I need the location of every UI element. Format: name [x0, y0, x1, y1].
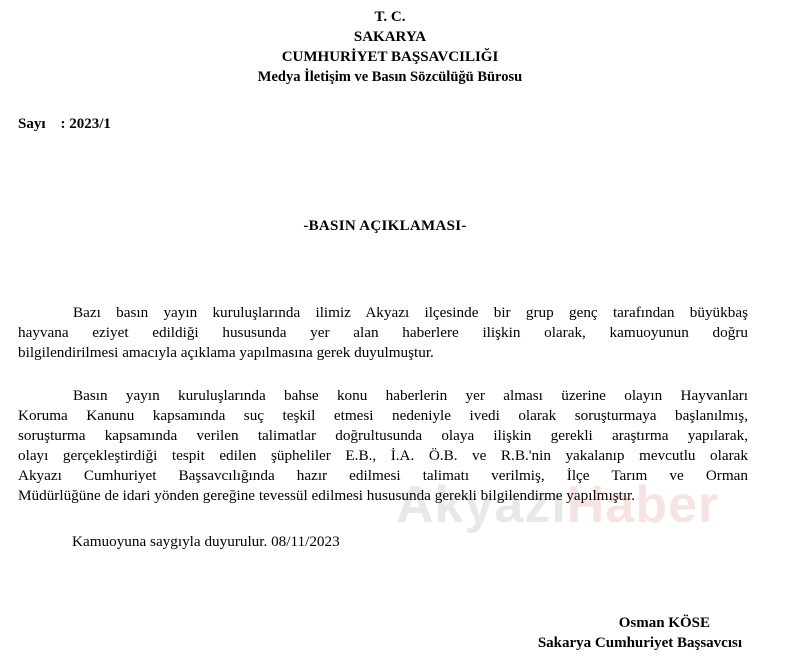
header-province: SAKARYA — [353, 29, 427, 45]
paragraph-2-line: Basın yayın kuruluşlarında bahse konu haberlerin yer alması üzerine olayın Hayvanları — [73, 387, 748, 404]
signatory-name: Osman KÖSE — [618, 615, 710, 631]
watermark-part-2: Haber — [566, 476, 720, 534]
reference-number — [18, 116, 111, 133]
header-bureau: Medya İletişim ve Basın Sözcülüğü Bürosu — [257, 69, 523, 85]
header-tc: T. C. — [374, 9, 406, 25]
paragraph-1 — [18, 303, 748, 363]
paragraph-2 — [18, 386, 748, 506]
header-office: CUMHURİYET BAŞSAVCILIĞI — [281, 49, 499, 65]
paragraph-2-line: Koruma Kanunu kapsamında suç teşkil etmesi nedeniyle ivedi olarak soruşturmaya başlanılmış, — [18, 407, 748, 424]
paragraph-2-line: soruşturma kapsamında verilen talimatlar doğrultusunda olaya ilişkin gerekli araştırma yapılarak, — [18, 427, 748, 444]
document-title: -BASIN AÇIKLAMASI- — [303, 218, 467, 234]
reference-value: : 2023/1 — [60, 116, 111, 132]
watermark-part-1: Akyazı — [396, 476, 567, 534]
closing-statement: Kamuoyuna saygıyla duyurulur. 08/11/2023 — [72, 533, 340, 550]
paragraph-1-line: bilgilendirilmesi amacıyla açıklama yapılmasına gerek duyulmuştur. — [18, 344, 434, 361]
signatory-title: Sakarya Cumhuriyet Başsavcısı — [537, 635, 742, 651]
paragraph-1-line: hayvana eziyet edildiği hususunda yer alan haberlere ilişkin olarak, kamuoyunun doğru — [18, 324, 748, 341]
paragraph-2-line: olayı gerçekleştirdiği tespit edilen şüpheliler E.B., İ.A. Ö.B. ve R.B.'nin yakalanıp mevcutlu olarak — [18, 447, 748, 464]
paragraph-2-line: Müdürlüğüne de idari yönden gereğine tevessül edilmesi hususunda gerekli bilgilendirme yapılmıştır. — [18, 487, 636, 504]
reference-label: Sayı — [18, 116, 46, 132]
paragraph-2-line: Akyazı Cumhuriyet Başsavcılığında hazır edilmesi talimatı verilmiş, İlçe Tarım ve Orman — [18, 467, 748, 484]
paragraph-1-line: Bazı basın yayın kuruluşlarında ilimiz Akyazı ilçesinde bir grup genç tarafından büyükbaş — [73, 304, 748, 321]
